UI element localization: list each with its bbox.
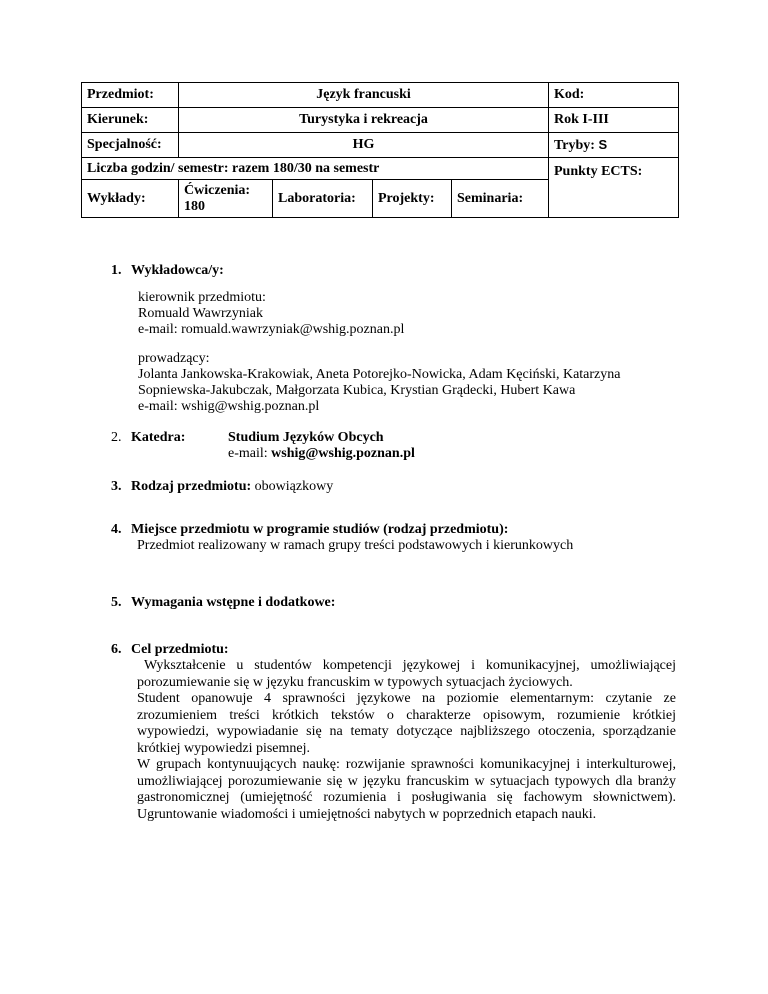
section-2-title: Katedra: — [131, 430, 186, 445]
section-3 — [111, 479, 333, 495]
section-2 — [111, 430, 185, 446]
cwiczenia-cell — [179, 180, 273, 218]
specjalnosc-value: HG — [179, 133, 549, 158]
cwiczenia-label: Ćwiczenia: — [184, 182, 251, 198]
tryby-label: Tryby: — [554, 137, 595, 153]
section-5-title: Wymagania wstępne i dodatkowe: — [131, 595, 336, 610]
section-3-title: Rodzaj przedmiotu: — [131, 479, 252, 494]
rok-value: Rok I-III — [549, 108, 679, 133]
section-4-number: 4. — [111, 522, 122, 537]
section-6-heading — [111, 642, 229, 658]
section-1-title: Wykładowca/y: — [131, 263, 224, 278]
katedra-email — [228, 446, 415, 462]
section-3-value: obowiązkowy — [251, 479, 334, 494]
tryby-value: S — [598, 136, 608, 152]
course-header-table — [81, 82, 679, 218]
section-6-text — [137, 658, 676, 823]
przedmiot-label: Przedmiot: — [82, 83, 179, 108]
projekty-label: Projekty: — [373, 180, 452, 218]
prowadzacy-email: e-mail: wshig@wshig.poznan.pl — [138, 399, 320, 414]
section-2-number: 2. — [111, 430, 122, 445]
section-5-number: 5. — [111, 595, 122, 610]
liczba-godzin: Liczba godzin/ semestr: razem 180/30 na semestr — [82, 158, 549, 180]
section-4-title: Miejsce przedmiotu w programie studiów (rodzaj przedmiotu): — [131, 522, 509, 537]
kod-label: Kod: — [549, 83, 679, 108]
section-4-heading — [111, 522, 508, 538]
punkty-ects: Punkty ECTS: — [549, 158, 679, 218]
cel-paragraph-3: W grupach kontynuujących naukę: rozwijanie sprawności komunikacyjnej i interkulturowej, umożliwiającej porozumiewanie się w języku francuskim w sytuacjach typowych dla branży gastronomicznej (umiejętność rozumienia i posługiwania się fachowym słownictwem). Ugruntowanie wiadomości i umiejętności nabytych w poprzednich etapach nauki. — [137, 757, 676, 822]
prowadzacy-block — [138, 351, 620, 415]
katedra-email-value: wshig@wshig.poznan.pl — [271, 446, 415, 461]
specjalnosc-label: Specjalność: — [82, 133, 179, 158]
cel-paragraph-2: Student opanowuje 4 sprawności językowe na poziomie elementarnym: czytanie ze zrozumieniem treści krótkich tekstów o charakterze opisowym, rozumienie krótkiej wypowiedzi, wypowiadanie się na tematy dotyczące najbliższego otoczenia, sporządzanie krótkiej wypowiedzi pisemnej. — [137, 691, 676, 756]
laboratoria-label: Laboratoria: — [273, 180, 373, 218]
cel-paragraph-1: Wykształcenie u studentów kompetencji językowej i komunikacyjnej, umożliwiającej porozumiewanie się w języku francuskim w typowych sytuacjach życiowych. — [137, 658, 676, 690]
katedra-block — [228, 430, 415, 462]
katedra-value: Studium Języków Obcych — [228, 430, 384, 445]
wyklady-label: Wykłady: — [82, 180, 179, 218]
katedra-email-label: e-mail: — [228, 446, 272, 461]
prowadzacy-names-line-2: Sopniewska-Jakubczak, Małgorzata Kubica, Krystian Grądecki, Hubert Kawa — [138, 383, 576, 398]
section-4-text: Przedmiot realizowany w ramach grupy treści podstawowych i kierunkowych — [137, 538, 574, 553]
kierownik-block — [138, 290, 404, 338]
section-5-heading — [111, 595, 335, 611]
prowadzacy-label: prowadzący: — [138, 351, 210, 366]
kierownik-name: Romuald Wawrzyniak — [138, 306, 263, 321]
section-1-number: 1. — [111, 263, 122, 278]
kierownik-email: e-mail: romuald.wawrzyniak@wshig.poznan.pl — [138, 322, 405, 337]
cwiczenia-value: 180 — [184, 198, 205, 214]
seminaria-label: Seminaria: — [452, 180, 549, 218]
kierunek-value: Turystyka i rekreacja — [179, 108, 549, 133]
section-6-number: 6. — [111, 642, 122, 657]
section-3-number: 3. — [111, 479, 122, 494]
tryby-cell — [549, 133, 679, 158]
section-6-title: Cel przedmiotu: — [131, 642, 229, 657]
section-1-heading — [111, 263, 224, 279]
kierownik-label: kierownik przedmiotu: — [138, 290, 266, 305]
prowadzacy-names-line-1: Jolanta Jankowska-Krakowiak, Aneta Potorejko-Nowicka, Adam Kęciński, Katarzyna — [138, 367, 621, 382]
kierunek-label: Kierunek: — [82, 108, 179, 133]
przedmiot-value: Język francuski — [179, 83, 549, 108]
